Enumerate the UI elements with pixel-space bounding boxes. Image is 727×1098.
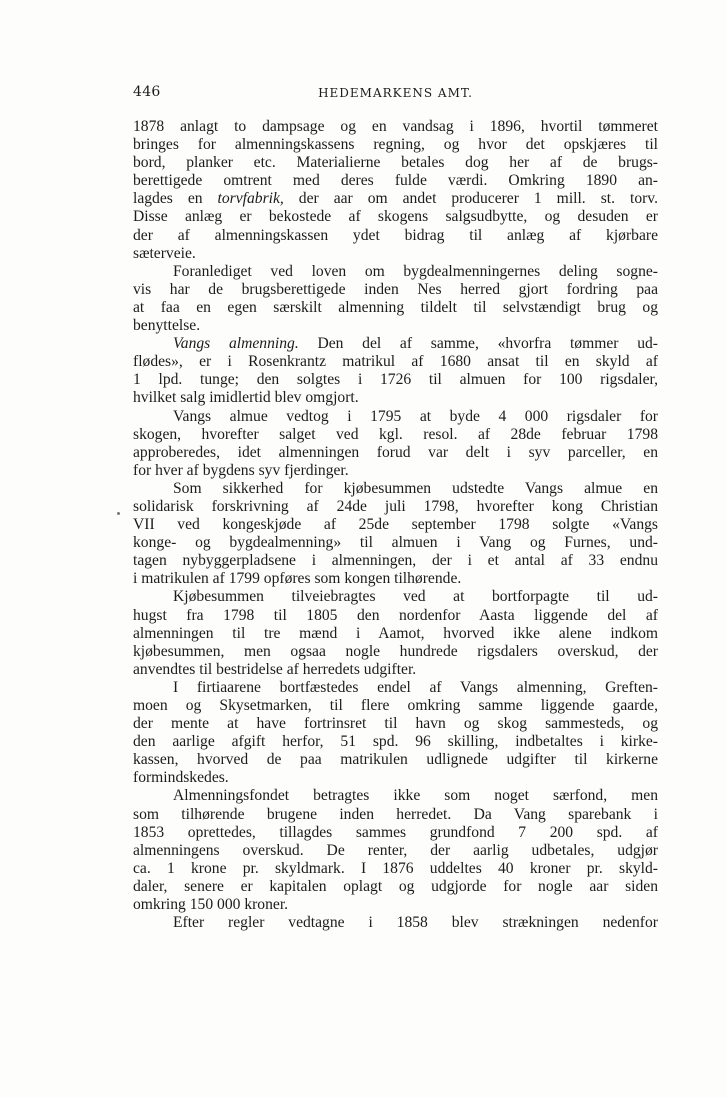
text-line: konge- og bygdealmenning» til almuen i Vang og Furnes, und- <box>133 534 658 552</box>
italic-term: Vangs almenning. <box>173 335 299 353</box>
text-line: formindskedes. <box>133 769 229 787</box>
text-line: at faa en egen særskilt almenning tildelt til selvstændigt brug og <box>133 298 658 316</box>
text-line: kjøbesummen, men ogsaa nogle hundrede rigsdalers overskud, der <box>133 642 658 660</box>
page-number: 446 <box>133 84 161 100</box>
text-line: bringes for almenningskassens regning, og hvor det opskjæres til <box>133 136 658 154</box>
text-line: i matrikulen af 1799 opføres som kongen tilhørende. <box>133 570 462 588</box>
text-segment: Den del af samme, «hvorfra tømmer ud- <box>298 335 658 353</box>
body-text <box>133 118 658 932</box>
text-line: tagen nybyggerpladsene i almenningen, der i et antal af 33 endnu <box>133 552 658 570</box>
text-line: 1878 anlagt to dampsage og en vandsag i 1896, hvortil tømmeret <box>133 118 658 135</box>
text-line: omkring 150 000 kroner. <box>133 896 289 914</box>
text-line: Foranlediget ved loven om bygdealmenningernes deling sogne- <box>173 262 658 280</box>
text-line: der af almenningskassen ydet bidrag til anlæg af kjørbare <box>133 226 658 244</box>
text-line: Vangs almue vedtog i 1795 at byde 4 000 rigsdaler for <box>173 407 658 425</box>
text-line: almenningen til tre mænd i Aamot, hvorved ikke alene indkom <box>133 624 658 642</box>
text-line: hvilket salg imidlertid blev omgjort. <box>133 389 359 407</box>
text-line: VII ved kongeskjøde af 25de september 1798 solgte «Vangs <box>133 516 658 534</box>
text-segment: der aar om andet producerer 1 mill. st. torv. <box>283 190 658 208</box>
text-line: berettigede omtrent med deres fulde værdi. Omkring 1890 an- <box>133 172 658 190</box>
text-line: ca. 1 krone pr. skyldmark. I 1876 uddeltes 40 kroner pr. skyld- <box>133 859 658 877</box>
text-line: Efter regler vedtagne i 1858 blev strækningen nedenfor <box>173 914 658 932</box>
text-line: moen og Skysetmarken, til flere omkring samme liggende gaarde, <box>133 697 658 714</box>
text-line: anvendtes til bestridelse af herredets udgifter. <box>133 660 417 678</box>
text-line: Disse anlæg er bekostede af skogens salgsudbytte, og desuden er <box>133 208 658 226</box>
text-line: 1 lpd. tunge; den solgtes i 1726 til almuen for 100 rigsdaler, <box>133 371 658 389</box>
text-line: hugst fra 1798 til 1805 den nordenfor Aasta liggende del af <box>133 606 658 624</box>
text-line: daler, senere er kapitalen oplagt og udgjorde for nogle aar siden <box>133 877 658 895</box>
text-line: den aarlige afgift herfor, 51 spd. 96 skilling, indbetaltes i kirke- <box>133 733 658 751</box>
text-line <box>133 335 658 353</box>
text-line: vis har de brugsberettigede inden Nes herred gjort fordring paa <box>133 280 658 298</box>
text-segment: lagdes en <box>133 190 218 208</box>
italic-term: torvfabrik, <box>217 190 284 208</box>
page-header <box>133 84 658 104</box>
text-line: approberedes, idet almenningen forud var delt i syv parceller, en <box>133 443 658 461</box>
text-line: I firtiaarene bortfæstedes endel af Vangs almenning, Greften- <box>173 678 658 696</box>
text-line: som tilhørende brugene inden herredet. Da Vang sparebank i <box>133 805 658 823</box>
text-line: Kjøbesummen tilveiebragtes ved at bortforpagte til ud- <box>173 588 658 606</box>
margin-dot <box>117 512 120 515</box>
text-line: flødes», er i Rosenkrantz matrikul af 1680 ansat til en skyld af <box>133 353 658 371</box>
text-line: for hver af bygdens syv fjerdinger. <box>133 461 349 479</box>
text-line: bord, planker etc. Materialierne betales dog her af de brugs- <box>133 154 658 172</box>
running-title: HEDEMARKENS AMT. <box>318 86 473 100</box>
text-line: Som sikkerhed for kjøbesummen udstedte Vangs almue en <box>173 479 658 497</box>
text-line <box>133 190 658 208</box>
text-line: Almenningsfondet betragtes ikke som noget særfond, men <box>173 787 658 805</box>
text-line: benyttelse. <box>133 317 201 335</box>
text-line: 1853 oprettedes, tillagdes sammes grundfond 7 200 spd. af <box>133 823 658 841</box>
text-line: solidarisk forskrivning af 24de juli 1798, hvorefter kong Christian <box>133 497 658 515</box>
text-line: sæterveie. <box>133 244 196 262</box>
text-line: almenningens overskud. De renter, der aarlig udbetales, udgjør <box>133 841 658 859</box>
text-line: der mente at have fortrinsret til havn og skog sammesteds, og <box>133 715 658 733</box>
text-line: kassen, hvorved de paa matrikulen udlignede udgifter til kirkerne <box>133 751 658 769</box>
text-line: skogen, hvorefter salget ved kgl. resol. af 28de februar 1798 <box>133 425 658 443</box>
